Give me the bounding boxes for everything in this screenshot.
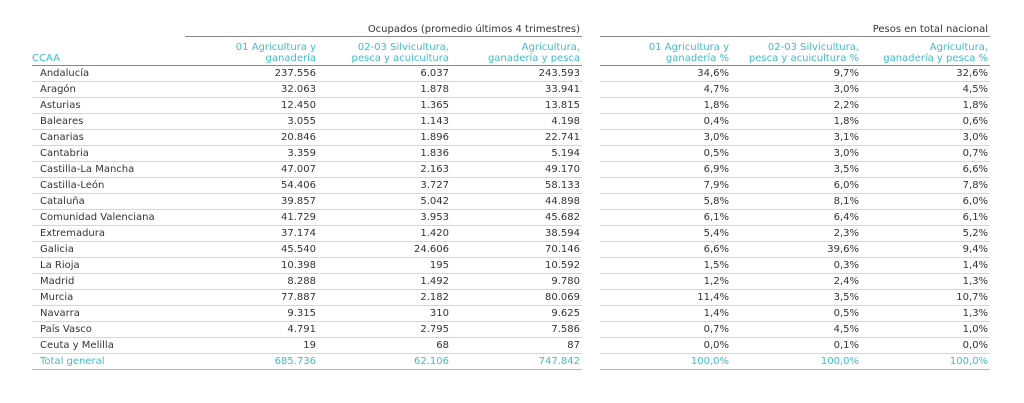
silvicultura-pct-cell: 39,6% xyxy=(731,242,861,258)
table-row xyxy=(32,242,990,258)
silvicultura-cell: 1.420 xyxy=(318,226,451,242)
total-sector-cell: 747.842 xyxy=(451,354,582,370)
silvicultura-pct-cell: 2,3% xyxy=(731,226,861,242)
silvicultura-pct-cell: 2,2% xyxy=(731,98,861,114)
silvicultura-cell: 3.727 xyxy=(318,178,451,194)
silvicultura-cell: 1.896 xyxy=(318,130,451,146)
agricultura-pct-cell: 6,9% xyxy=(600,162,731,178)
agricultura-cell: 77.887 xyxy=(185,290,318,306)
total-sector-pct-cell: 9,4% xyxy=(861,242,990,258)
column-header-total-sector-pct: Agricultura, ganadería y pesca % xyxy=(861,37,990,66)
silvicultura-pct-cell: 100,0% xyxy=(731,354,861,370)
table-row xyxy=(32,290,990,306)
silvicultura-pct-cell: 3,5% xyxy=(731,162,861,178)
total-sector-cell: 80.069 xyxy=(451,290,582,306)
silvicultura-cell: 1.878 xyxy=(318,82,451,98)
agricultura-cell: 47.007 xyxy=(185,162,318,178)
agricultura-cell: 237.556 xyxy=(185,66,318,82)
total-sector-cell: 33.941 xyxy=(451,82,582,98)
agricultura-pct-cell: 0,7% xyxy=(600,322,731,338)
agricultura-pct-cell: 1,2% xyxy=(600,274,731,290)
total-sector-pct-cell: 3,0% xyxy=(861,130,990,146)
agricultura-pct-cell: 6,6% xyxy=(600,242,731,258)
total-sector-cell: 38.594 xyxy=(451,226,582,242)
region-cell: Aragón xyxy=(32,82,185,98)
silvicultura-cell: 1.492 xyxy=(318,274,451,290)
total-sector-cell: 10.592 xyxy=(451,258,582,274)
region-cell: Murcia xyxy=(32,290,185,306)
silvicultura-pct-cell: 3,5% xyxy=(731,290,861,306)
region-cell: País Vasco xyxy=(32,322,185,338)
total-sector-pct-cell: 4,5% xyxy=(861,82,990,98)
region-cell: Asturias xyxy=(32,98,185,114)
silvicultura-cell: 310 xyxy=(318,306,451,322)
agricultura-pct-cell: 1,5% xyxy=(600,258,731,274)
silvicultura-cell: 195 xyxy=(318,258,451,274)
agricultura-cell: 3.055 xyxy=(185,114,318,130)
total-sector-cell: 70.146 xyxy=(451,242,582,258)
agricultura-cell: 3.359 xyxy=(185,146,318,162)
region-cell: La Rioja xyxy=(32,258,185,274)
agricultura-pct-cell: 0,5% xyxy=(600,146,731,162)
table-row xyxy=(32,226,990,242)
region-cell: Castilla-León xyxy=(32,178,185,194)
silvicultura-pct-cell: 2,4% xyxy=(731,274,861,290)
silvicultura-cell: 3.953 xyxy=(318,210,451,226)
total-sector-pct-cell: 6,6% xyxy=(861,162,990,178)
table-row xyxy=(32,114,990,130)
total-sector-cell: 9.780 xyxy=(451,274,582,290)
total-row xyxy=(32,354,990,370)
silvicultura-cell: 1.365 xyxy=(318,98,451,114)
region-cell: Total general xyxy=(32,354,185,370)
table-row xyxy=(32,274,990,290)
table-row xyxy=(32,162,990,178)
column-header-total-sector: Agricultura, ganadería y pesca xyxy=(451,37,582,66)
table-row xyxy=(32,258,990,274)
silvicultura-pct-cell: 1,8% xyxy=(731,114,861,130)
total-sector-pct-cell: 1,8% xyxy=(861,98,990,114)
total-sector-cell: 13.815 xyxy=(451,98,582,114)
silvicultura-pct-cell: 0,5% xyxy=(731,306,861,322)
silvicultura-pct-cell: 3,0% xyxy=(731,82,861,98)
silvicultura-cell: 62.106 xyxy=(318,354,451,370)
silvicultura-cell: 1.836 xyxy=(318,146,451,162)
silvicultura-pct-cell: 3,0% xyxy=(731,146,861,162)
agricultura-cell: 12.450 xyxy=(185,98,318,114)
agricultura-pct-cell: 1,4% xyxy=(600,306,731,322)
table-row xyxy=(32,322,990,338)
total-sector-pct-cell: 1,3% xyxy=(861,306,990,322)
table-row xyxy=(32,338,990,354)
total-sector-pct-cell: 100,0% xyxy=(861,354,990,370)
region-cell: Canarias xyxy=(32,130,185,146)
total-sector-cell: 49.170 xyxy=(451,162,582,178)
table-row xyxy=(32,194,990,210)
agricultura-pct-cell: 34,6% xyxy=(600,66,731,82)
silvicultura-pct-cell: 6,0% xyxy=(731,178,861,194)
silvicultura-pct-cell: 0,3% xyxy=(731,258,861,274)
group-header-ocupados: Ocupados (promedio últimos 4 trimestres) xyxy=(185,20,582,37)
total-sector-cell: 5.194 xyxy=(451,146,582,162)
total-sector-pct-cell: 32,6% xyxy=(861,66,990,82)
total-sector-cell: 7.586 xyxy=(451,322,582,338)
total-sector-pct-cell: 10,7% xyxy=(861,290,990,306)
agricultura-cell: 9.315 xyxy=(185,306,318,322)
silvicultura-cell: 2.795 xyxy=(318,322,451,338)
agricultura-cell: 4.791 xyxy=(185,322,318,338)
table-row xyxy=(32,98,990,114)
silvicultura-pct-cell: 3,1% xyxy=(731,130,861,146)
agricultura-pct-cell: 0,4% xyxy=(600,114,731,130)
silvicultura-cell: 68 xyxy=(318,338,451,354)
region-cell: Extremadura xyxy=(32,226,185,242)
total-sector-pct-cell: 0,0% xyxy=(861,338,990,354)
total-sector-cell: 58.133 xyxy=(451,178,582,194)
region-cell: Cataluña xyxy=(32,194,185,210)
region-cell: Baleares xyxy=(32,114,185,130)
agricultura-cell: 54.406 xyxy=(185,178,318,194)
column-header-ccaa: CCAA xyxy=(32,37,185,66)
total-sector-pct-cell: 0,7% xyxy=(861,146,990,162)
group-header-row xyxy=(32,20,990,37)
column-header-agricultura-pct: 01 Agricultura y ganadería % xyxy=(600,37,731,66)
region-cell: Andalucía xyxy=(32,66,185,82)
agricultura-cell: 10.398 xyxy=(185,258,318,274)
silvicultura-cell: 5.042 xyxy=(318,194,451,210)
total-sector-cell: 87 xyxy=(451,338,582,354)
silvicultura-pct-cell: 0,1% xyxy=(731,338,861,354)
agricultura-cell: 685.736 xyxy=(185,354,318,370)
total-sector-pct-cell: 1,4% xyxy=(861,258,990,274)
table-row xyxy=(32,178,990,194)
agricultura-pct-cell: 5,8% xyxy=(600,194,731,210)
table-row xyxy=(32,82,990,98)
agricultura-pct-cell: 5,4% xyxy=(600,226,731,242)
region-cell: Madrid xyxy=(32,274,185,290)
data-table-container xyxy=(32,20,990,370)
agricultura-cell: 45.540 xyxy=(185,242,318,258)
agricultura-cell: 19 xyxy=(185,338,318,354)
total-sector-pct-cell: 5,2% xyxy=(861,226,990,242)
agricultura-cell: 37.174 xyxy=(185,226,318,242)
agricultura-pct-cell: 6,1% xyxy=(600,210,731,226)
silvicultura-pct-cell: 6,4% xyxy=(731,210,861,226)
total-sector-cell: 22.741 xyxy=(451,130,582,146)
silvicultura-cell: 2.163 xyxy=(318,162,451,178)
group-header-pesos: Pesos en total nacional xyxy=(600,20,990,37)
total-sector-pct-cell: 0,6% xyxy=(861,114,990,130)
agricultura-cell: 39.857 xyxy=(185,194,318,210)
agricultura-cell: 20.846 xyxy=(185,130,318,146)
total-sector-pct-cell: 1,0% xyxy=(861,322,990,338)
table-row xyxy=(32,306,990,322)
silvicultura-pct-cell: 4,5% xyxy=(731,322,861,338)
agricultura-cell: 41.729 xyxy=(185,210,318,226)
total-sector-cell: 9.625 xyxy=(451,306,582,322)
total-sector-pct-cell: 1,3% xyxy=(861,274,990,290)
region-cell: Cantabria xyxy=(32,146,185,162)
agricultura-pct-cell: 3,0% xyxy=(600,130,731,146)
region-cell: Galicia xyxy=(32,242,185,258)
silvicultura-cell: 24.606 xyxy=(318,242,451,258)
agricultura-pct-cell: 7,9% xyxy=(600,178,731,194)
agricultura-cell: 8.288 xyxy=(185,274,318,290)
total-sector-pct-cell: 6,1% xyxy=(861,210,990,226)
region-cell: Navarra xyxy=(32,306,185,322)
region-cell: Ceuta y Melilla xyxy=(32,338,185,354)
group-header-blank xyxy=(32,20,185,37)
table-body xyxy=(32,66,990,370)
region-cell: Castilla-La Mancha xyxy=(32,162,185,178)
silvicultura-cell: 2.182 xyxy=(318,290,451,306)
total-sector-pct-cell: 7,8% xyxy=(861,178,990,194)
silvicultura-pct-cell: 8,1% xyxy=(731,194,861,210)
agricultura-pct-cell: 11,4% xyxy=(600,290,731,306)
total-sector-pct-cell: 6,0% xyxy=(861,194,990,210)
region-cell: Comunidad Valenciana xyxy=(32,210,185,226)
silvicultura-cell: 1.143 xyxy=(318,114,451,130)
agricultura-pct-cell: 100,0% xyxy=(600,354,731,370)
total-sector-cell: 44.898 xyxy=(451,194,582,210)
column-header-silvicultura-pct: 02-03 Silvicultura, pesca y acuicultura % xyxy=(731,37,861,66)
table-row xyxy=(32,210,990,226)
agricultura-cell: 32.063 xyxy=(185,82,318,98)
agricultura-pct-cell: 1,8% xyxy=(600,98,731,114)
silvicultura-pct-cell: 9,7% xyxy=(731,66,861,82)
total-sector-cell: 243.593 xyxy=(451,66,582,82)
table-row xyxy=(32,130,990,146)
silvicultura-cell: 6.037 xyxy=(318,66,451,82)
employment-table xyxy=(32,20,990,370)
agricultura-pct-cell: 4,7% xyxy=(600,82,731,98)
table-row xyxy=(32,146,990,162)
column-header-row xyxy=(32,37,990,66)
total-sector-cell: 4.198 xyxy=(451,114,582,130)
column-header-silvicultura: 02-03 Silvicultura, pesca y acuicultura xyxy=(318,37,451,66)
column-header-agricultura: 01 Agricultura y ganadería xyxy=(185,37,318,66)
agricultura-pct-cell: 0,0% xyxy=(600,338,731,354)
total-sector-cell: 45.682 xyxy=(451,210,582,226)
table-row xyxy=(32,66,990,82)
